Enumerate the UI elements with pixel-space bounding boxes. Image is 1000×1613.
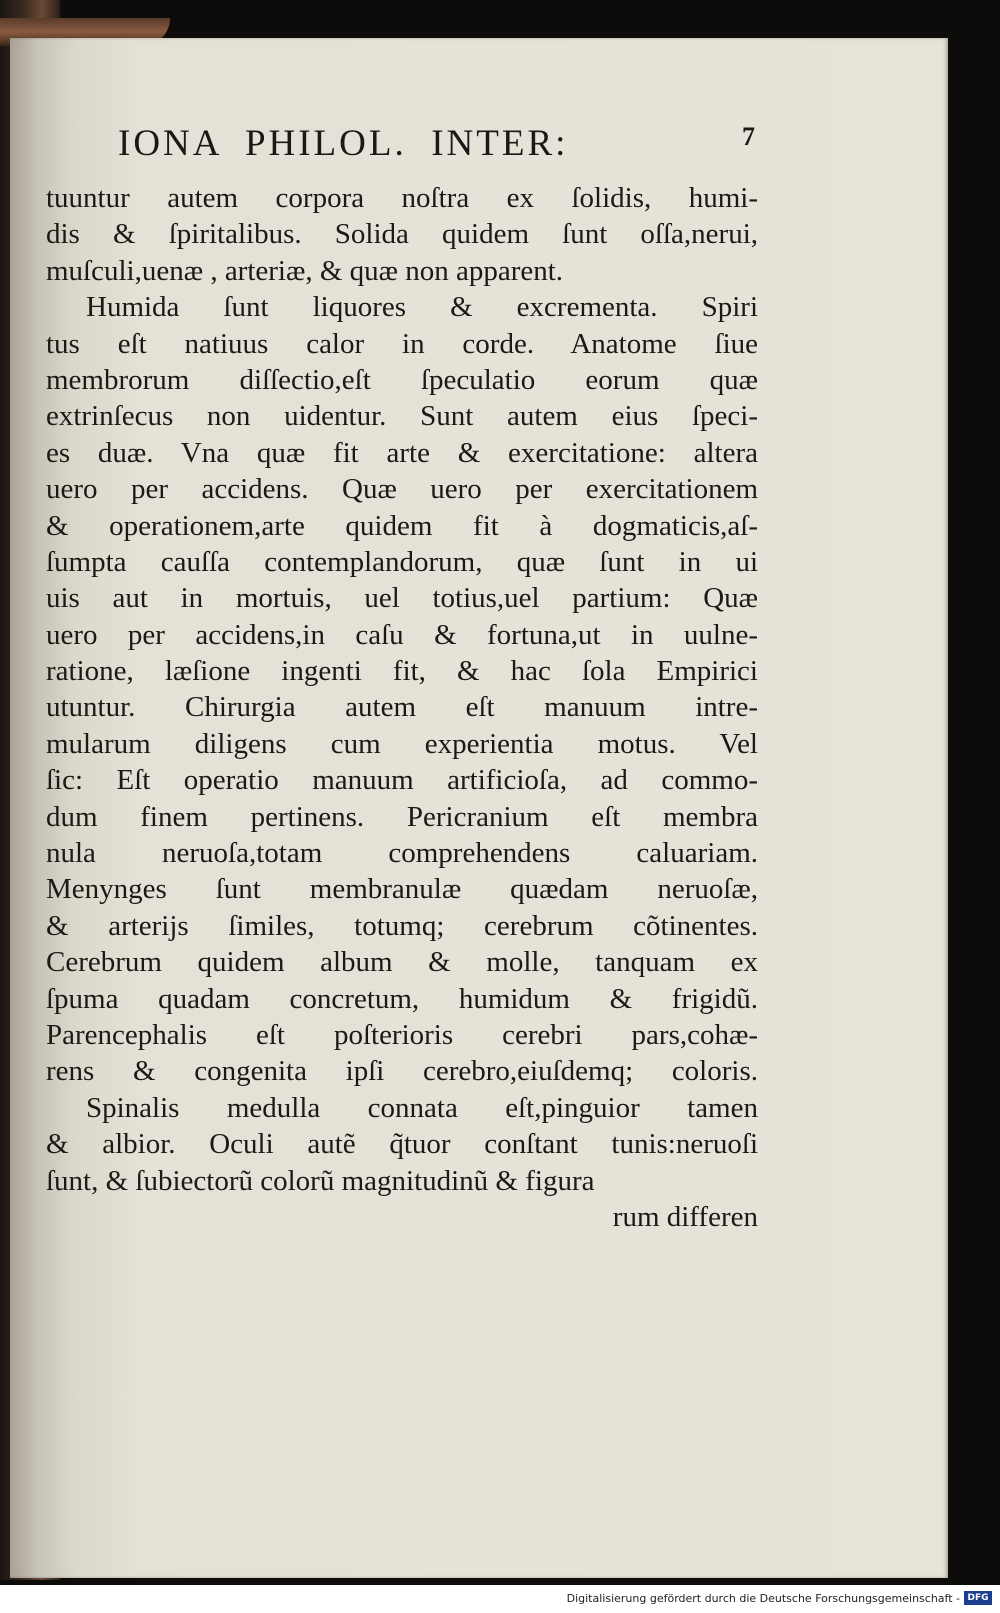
text-line: dis & ſpiritalibus. Solida quidem ſunt oſſa,nerui, — [46, 218, 758, 251]
text-line: & albior. Oculi autẽ q̃tuor conſtant tunis:neruoſi — [46, 1128, 758, 1161]
running-title: IONA PHILOL. INTER: — [118, 123, 569, 164]
text-line: nula neruoſa,totam comprehendens caluariam. — [46, 837, 758, 870]
text-line: muſculi,uenæ , arteriæ, & quæ non apparent. — [46, 254, 564, 287]
dfg-logo: DFG — [964, 1591, 992, 1605]
text-line: extrinſecus non uidentur. Sunt autem eius ſpeci- — [46, 400, 758, 433]
text-line: uero per accidens,in caſu & fortuna,ut in uulne- — [46, 618, 758, 651]
text-line: es duæ. Vna quæ fit arte & exercitatione: altera — [46, 436, 758, 469]
text-line: utuntur. Chirurgia autem eſt manuum intre- — [46, 691, 758, 724]
page-number: 7 — [742, 122, 758, 151]
digitization-credit: Digitalisierung gefördert durch die Deutsche Forschungsgemeinschaft - — [566, 1592, 960, 1605]
text-block — [46, 180, 758, 1235]
text-line: Spinalis medulla connata eſt,pinguior tamen — [86, 1091, 758, 1124]
text-line: & arterijs ſimiles, totumq; cerebrum cõtinentes. — [46, 909, 758, 942]
text-line: ſic: Eſt operatio manuum artificioſa, ad commo- — [46, 764, 758, 797]
text-line: membrorum diſſectio,eſt ſpeculatio eorum quæ — [46, 363, 758, 396]
text-line: Menynges ſunt membranulæ quædam neruoſæ, — [46, 873, 758, 906]
text-line: & operationem,arte quidem fit à dogmaticis,aſ- — [46, 509, 758, 542]
text-line: uis aut in mortuis, uel totius,uel partium: Quæ — [46, 582, 758, 615]
text-line: ſunt, & ſubiectorũ colorũ magnitudinũ & figura — [46, 1164, 595, 1197]
text-line: Humida ſunt liquores & excrementa. Spiri — [86, 291, 758, 324]
text-line: ſpuma quadam concretum, humidum & frigidũ. — [46, 982, 758, 1015]
text-line: tuuntur autem corpora noſtra ex ſolidis, humi- — [46, 182, 758, 214]
text-line: dum finem pertinens. Pericranium eſt membra — [46, 800, 758, 833]
page-header — [118, 122, 758, 162]
catchword-line: rum differen — [612, 1200, 758, 1233]
text-line: ſumpta cauſſa contemplandorum, quæ ſunt in ui — [46, 545, 758, 578]
text-line: tus eſt natiuus calor in corde. Anatome ſiue — [46, 327, 758, 360]
text-line: ratione, læſione ingenti fit, & hac ſola Empirici — [46, 655, 758, 688]
text-line: Parencephalis eſt poſterioris cerebri pars,cohæ- — [46, 1018, 758, 1051]
text-line: uero per accidens. Quæ uero per exercitationem — [46, 473, 758, 506]
text-line: Cerebrum quidem album & molle, tanquam ex — [46, 946, 758, 979]
footer-bar — [0, 1585, 1000, 1613]
text-line: mularum diligens cum experientia motus. Vel — [46, 727, 758, 760]
text-line: rens & congenita ipſi cerebro,eiuſdemq; coloris. — [46, 1055, 758, 1088]
